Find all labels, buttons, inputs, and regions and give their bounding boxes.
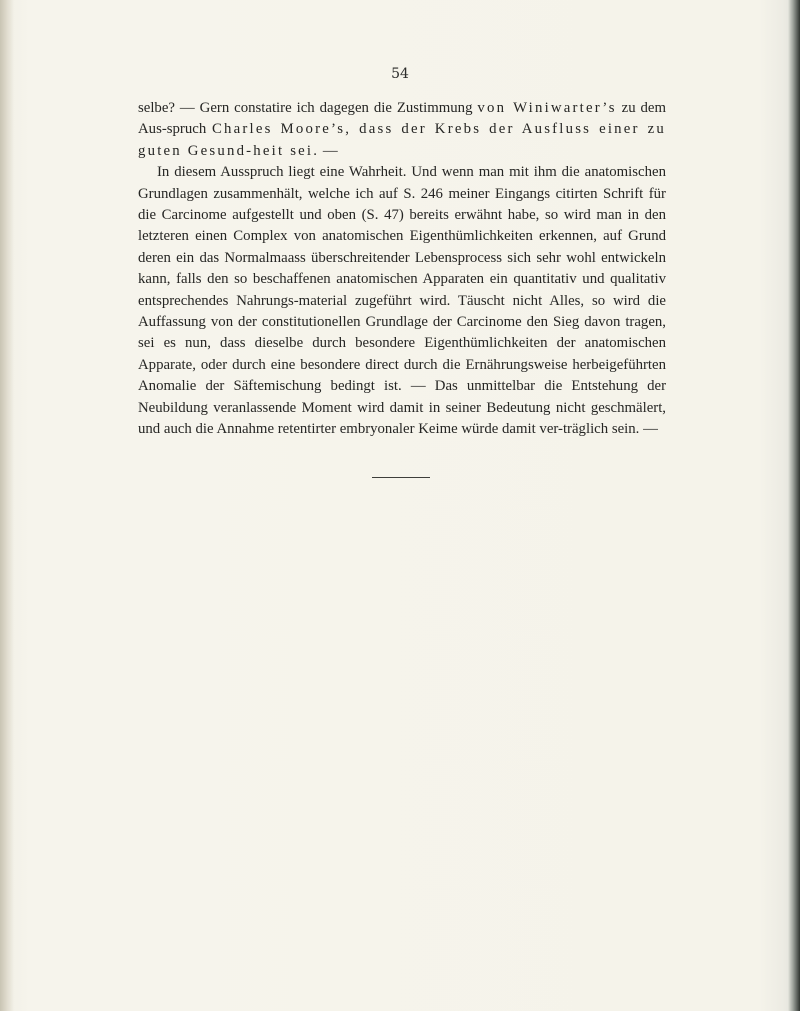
body-text	[138, 98, 666, 441]
author-name-winiwarter: von Winiwarter’s	[477, 100, 617, 116]
paragraph-1-middle: zu dem Aus-spruch	[138, 100, 666, 138]
scan-edge	[788, 0, 800, 1011]
paragraph-1-start: selbe? — Gern constatire ich dagegen die Zustimmung	[138, 100, 478, 116]
paragraph-2: In diesem Ausspruch liegt eine Wahrheit. Und wenn man mit ihm die anatomischen Grundlagen zusammenhält, welche ich auf S. 246 meiner Eingangs citirten Schrift für die Carcinome aufgestellt und oben (S. 47) bereits erwähnt habe, so wird man in den letzteren einen Complex von anatomischen Eigenthümlichkeiten erkennen, auf Grund deren ein das Normalmaass überschreitender Lebensprocess sich sehr wohl entwickeln kann, falls den so beschaffenen anatomischen Apparaten ein quantitativ und qualitativ entsprechendes Nahrungs-material zugeführt wird. Täuscht nicht Alles, so wird die Auffassung von der constitutionellen Grundlage der Carcinome den Sieg davon tragen, sei es nun, dass dieselbe durch besondere Eigenthümlichkeiten der anatomischen Apparate, oder durch eine besondere direct durch die Ernährungsweise herbeigeführten Anomalie der Säftemischung bedingt ist. — Das unmittelbar die Entstehung der Neubildung veranlassende Moment wird damit in seiner Bedeutung nicht geschmälert, und auch die Annahme retentirter embryonaler Keime würde damit ver-träglich sein. —	[138, 164, 666, 438]
paragraph-1-end: —	[319, 142, 338, 159]
quote-charles-moore: Charles Moore’s, dass der Krebs der Ausfluss einer zu guten Gesund-heit sei.	[138, 121, 666, 159]
binding-shadow	[0, 0, 14, 1011]
section-divider	[372, 477, 430, 478]
paragraph-1	[138, 98, 666, 162]
page-number: 54	[391, 66, 409, 82]
